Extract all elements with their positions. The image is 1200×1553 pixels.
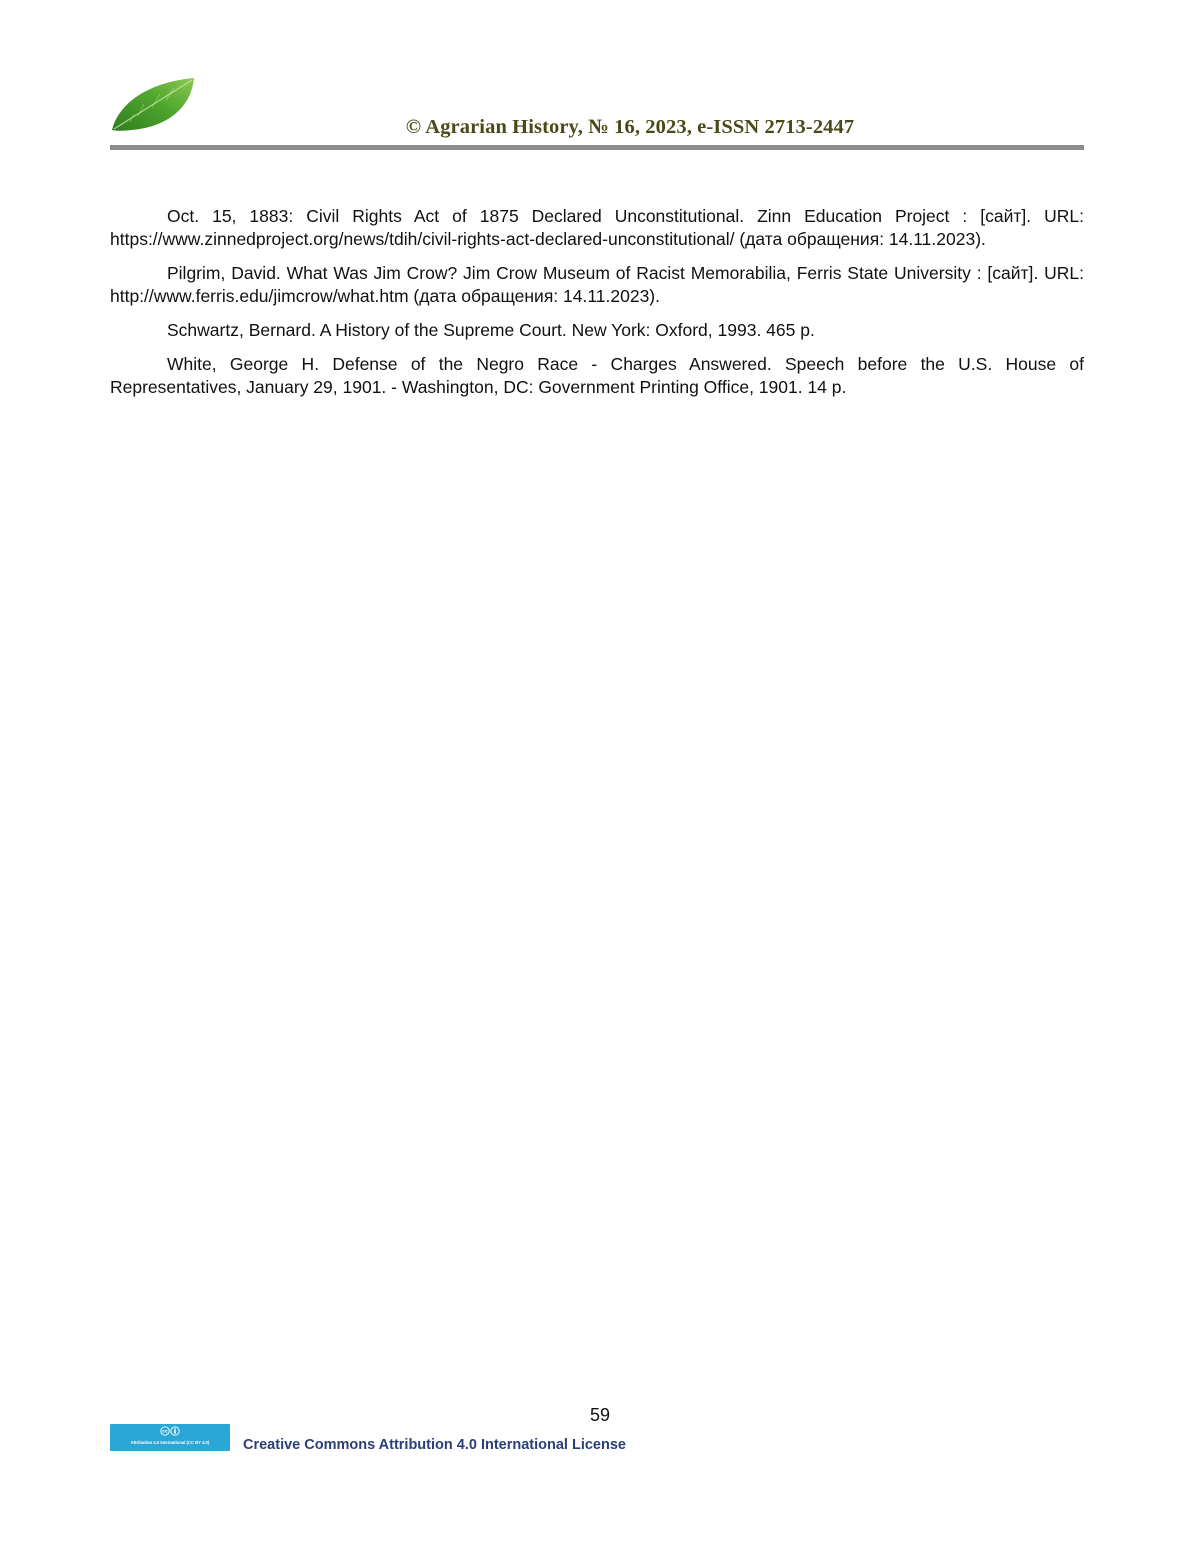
cc-logo-icon — [160, 1426, 182, 1436]
reference-item: Oct. 15, 1883: Civil Rights Act of 1875 Declared Unconstitutional. Zinn Education Project : [сайт]. URL: https://www.zinnedproject.org/news/tdih/civil-rights-act-declared-unconstitutional/ (дата обращения: 14.11.2023). — [110, 206, 1084, 249]
cc-by-badge-icon[interactable] — [110, 1424, 230, 1451]
page-number: 59 — [589, 1405, 611, 1425]
reference-item: Pilgrim, David. What Was Jim Crow? Jim Crow Museum of Racist Memorabilia, Ferris State University : [сайт]. URL: http://www.ferris.edu/jimcrow/what.htm (дата обращения: 14.11.2023). — [110, 263, 1084, 306]
journal-header-title: © Agrarian History, № 16, 2023, e-ISSN 2713-2447 — [405, 116, 855, 138]
reference-item: Schwartz, Bernard. A History of the Supreme Court. New York: Oxford, 1993. 465 p. — [167, 320, 815, 340]
cc-badge-label: Attribution 4.0 International (CC BY 4.0) — [130, 1440, 210, 1445]
svg-text:cc: cc — [162, 1429, 168, 1435]
license-link[interactable]: Creative Commons Attribution 4.0 International License — [243, 1437, 626, 1453]
reference-item: White, George H. Defense of the Negro Race - Charges Answered. Speech before the U.S. House of Representatives, January 29, 1901. - Washington, DC: Government Printing Office, 1901. 14 p. — [110, 354, 1084, 397]
header-divider — [110, 145, 1084, 150]
reference-list — [110, 205, 1084, 410]
